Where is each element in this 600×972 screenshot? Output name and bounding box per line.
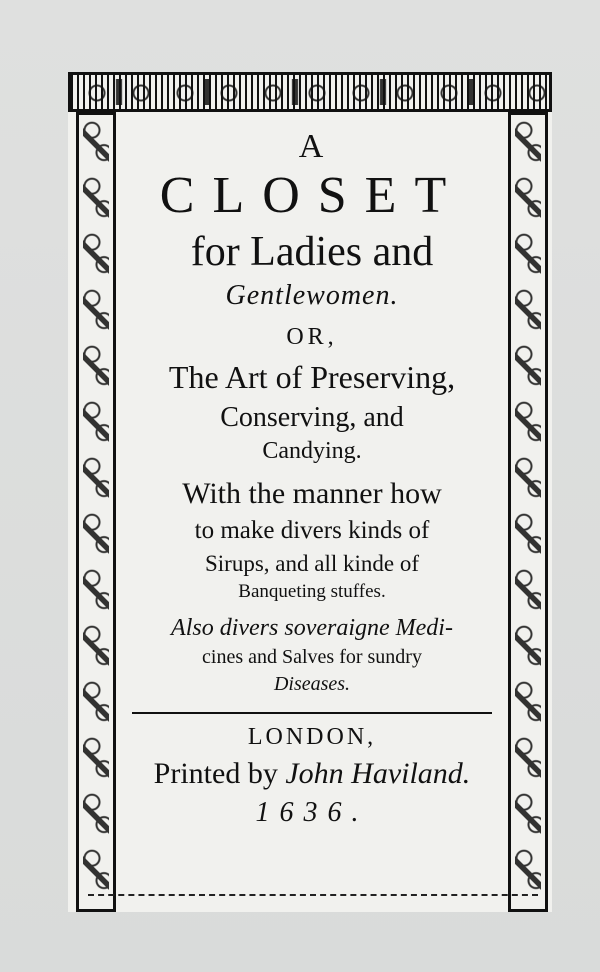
title-line-closet: CLOSET	[159, 167, 465, 224]
imprint-printed-by: Printed by	[153, 757, 278, 790]
imprint-city: LONDON,	[247, 724, 377, 750]
subtitle-line-diseases: Diseases.	[273, 673, 351, 695]
ornamental-border-top	[68, 72, 552, 112]
imprint-printer-name: John Haviland.	[285, 757, 471, 790]
ornamental-border-bottom	[88, 894, 538, 912]
subtitle-line-cines: cines and Salves for sundry	[202, 646, 422, 668]
title-text-block	[116, 122, 508, 892]
subtitle-line-conserving: Conserving, and	[220, 402, 404, 433]
subtitle-line-make: to make divers kinds of	[194, 517, 430, 544]
ornamental-border-left	[76, 112, 116, 912]
title-line-ladies: for Ladies and	[190, 229, 434, 275]
subtitle-line-banqueting: Banqueting stuffes.	[238, 581, 386, 602]
imprint-year: 1636.	[255, 797, 369, 828]
title-page	[68, 72, 552, 912]
subtitle-line-also: Also divers soveraigne Medi-	[171, 615, 453, 641]
imprint-printer-line	[116, 757, 508, 791]
subtitle-line-with: With the manner how	[182, 477, 442, 510]
subtitle-line-sirups: Sirups, and all kinde of	[205, 551, 419, 576]
subtitle-line-candying: Candying.	[262, 438, 362, 464]
subtitle-line-art: The Art of Preserving,	[168, 359, 456, 395]
divider-rule	[132, 712, 492, 714]
ornamental-border-right	[508, 112, 548, 912]
title-line-gentlewomen: Gentlewomen.	[225, 280, 399, 311]
title-line-or: OR,	[286, 324, 338, 350]
title-line-a: A	[298, 128, 326, 165]
